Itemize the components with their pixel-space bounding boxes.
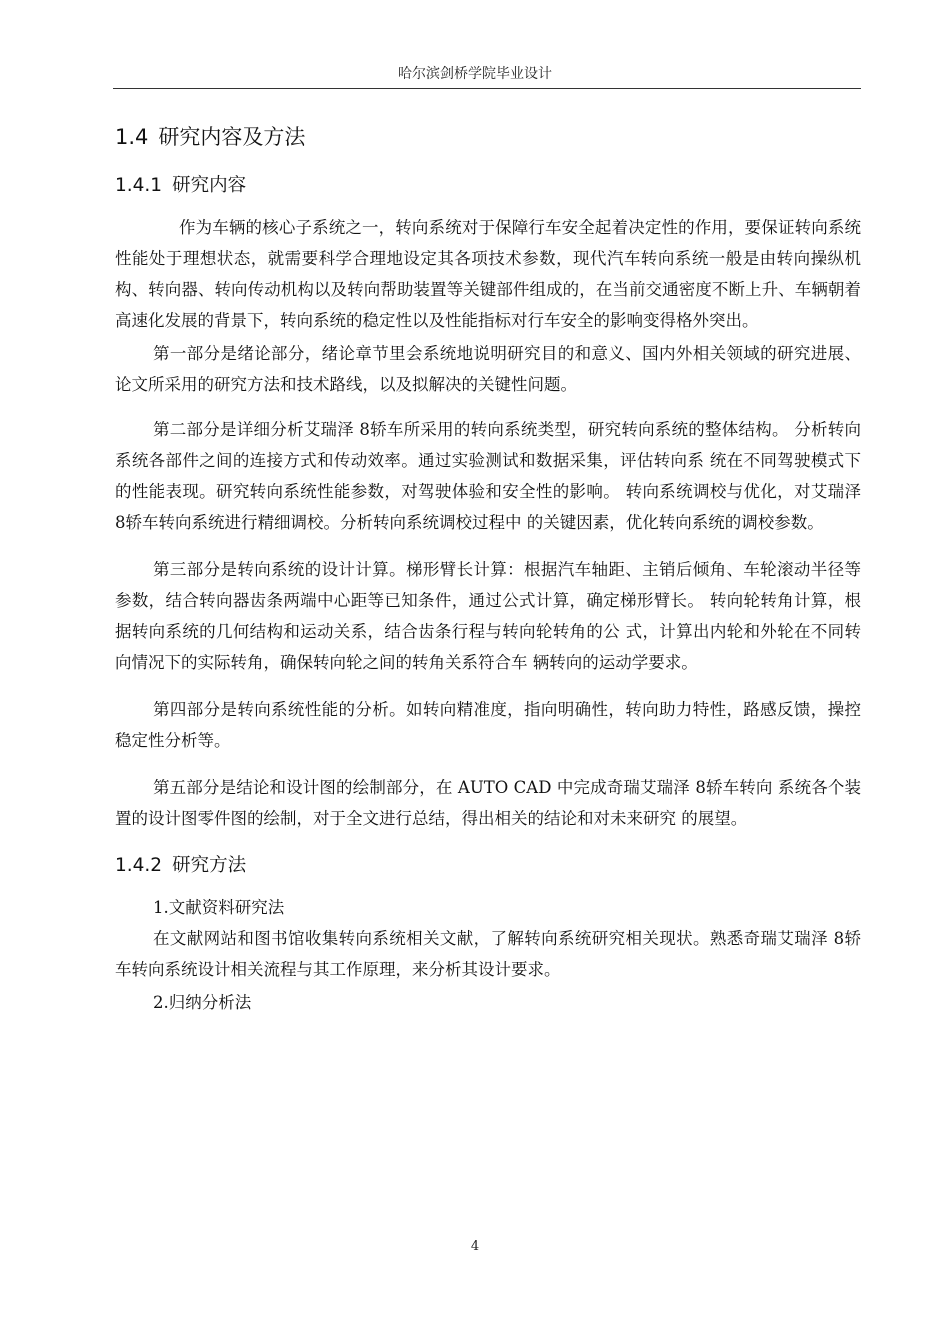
- subsection-number: 1.4.2: [115, 855, 163, 876]
- method-one-text: 在文献网站和图书馆收集转向系统相关文献，了解转向系统研究相关现状。熟悉奇瑞艾瑞泽 8轿车转向系统设计相关流程与其工作原理，来分析其设计要求。: [115, 929, 861, 979]
- running-header: 哈尔滨剑桥学院毕业设计: [398, 66, 552, 82]
- part-four-paragraph: 第四部分是转向系统性能的分析。如转向精准度，指向明确性，转向助力特性，路感反馈，操控稳定性分析等。: [115, 700, 861, 750]
- page-number: 4: [470, 1239, 480, 1254]
- part-three-paragraph: 第三部分是转向系统的设计计算。梯形臂长计算：根据汽车轴距、主销后倾角、车轮滚动半径等参数，结合转向器齿条两端中心距等已知条件，通过公式计算，确定梯形臂长。 转向轮转角计算，根据转向系统的几何结构和运动关系，结合齿条行程与转向轮转角的公 式，计算出内轮和外轮在不同转向情况下的实际转角，确保转向轮之间的转角关系符合车 辆转向的运动学要求。: [115, 560, 861, 672]
- subsection-heading-content: [115, 170, 861, 202]
- subsection-title: 研究内容: [172, 175, 247, 196]
- intro-paragraph: 作为车辆的核心子系统之一，转向系统对于保障行车安全起着决定性的作用，要保证转向系统性能处于理想状态，就需要科学合理地设定其各项技术参数，现代汽车转向系统一般是由转向操纵机构、转向器、转向传动机构以及转向帮助装置等关键部件组成的，在当前交通密度不断上升、车辆朝着高速化发展的背景下，转向系统的稳定性以及性能指标对行车安全的影响变得格外突出。: [115, 218, 861, 330]
- part-two-paragraph: 第二部分是详细分析艾瑞泽 8轿车所采用的转向系统类型，研究转向系统的整体结构。 分析转向系统各部件之间的连接方式和传动效率。通过实验测试和数据采集，评估转向系 统在不同驾驶模式下的性能表现。研究转向系统性能参数，对驾驶体验和安全性的影响。 转向系统调校与优化，对艾瑞泽 8轿车转向系统进行精细调校。分析转向系统调校过程中 的关键因素，优化转向系统的调校参数。: [115, 420, 861, 532]
- subsection-heading-methods: [115, 850, 861, 882]
- subsection-number: 1.4.1: [115, 175, 163, 196]
- section-heading: [115, 120, 861, 154]
- method-two-title: 2.归纳分析法: [153, 993, 252, 1012]
- method-one-title: 1.文献资料研究法: [153, 898, 285, 917]
- page-body: [115, 120, 861, 1018]
- section-number: 1.4: [115, 125, 149, 149]
- header-divider: [113, 88, 861, 89]
- part-five-paragraph: 第五部分是结论和设计图的绘制部分，在 AUTO CAD 中完成奇瑞艾瑞泽 8轿车转向 系统各个装置的设计图零件图的绘制，对于全文进行总结，得出相关的结论和对未来研究 的展望。: [115, 778, 861, 828]
- section-title: 研究内容及方法: [158, 125, 306, 149]
- part-one-paragraph: 第一部分是绪论部分，绪论章节里会系统地说明研究目的和意义、国内外相关领域的研究进展、论文所采用的研究方法和技术路线，以及拟解决的关键性问题。: [115, 344, 861, 394]
- subsection-title: 研究方法: [172, 855, 247, 876]
